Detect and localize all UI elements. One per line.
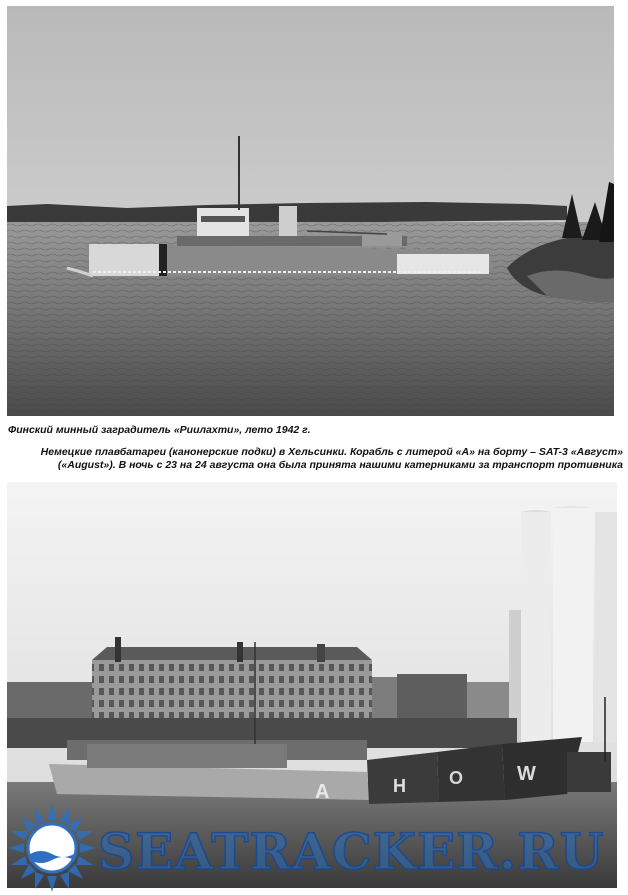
minelayer-photo-image — [7, 6, 614, 416]
caption-floating-batteries-line1: Немецкие плавбатареи (канонерские подки) в Хельсинки. Корабль с литерой «А» на борту – SAT-3 «Август» — [40, 446, 623, 458]
hull-letter-a: A — [315, 781, 330, 803]
photo-floating-batteries — [7, 482, 617, 888]
hull-letter-h: H — [393, 776, 406, 796]
hull-letter-o: O — [449, 768, 464, 788]
watermark-text: SEATRACKER.RU — [98, 822, 605, 881]
caption-minelayer: Финский минный заградитель «Риилахти», лето 1942 г. — [8, 424, 311, 436]
photo-minelayer — [7, 6, 614, 416]
caption-floating-batteries-line2: («August»). В ночь с 23 на 24 августа она была принята нашими катерниками за транспорт противника — [57, 459, 623, 471]
caption-floating-batteries — [28, 446, 623, 472]
floating-batteries-photo-image — [7, 482, 617, 888]
hull-letter-w: W — [517, 763, 536, 785]
